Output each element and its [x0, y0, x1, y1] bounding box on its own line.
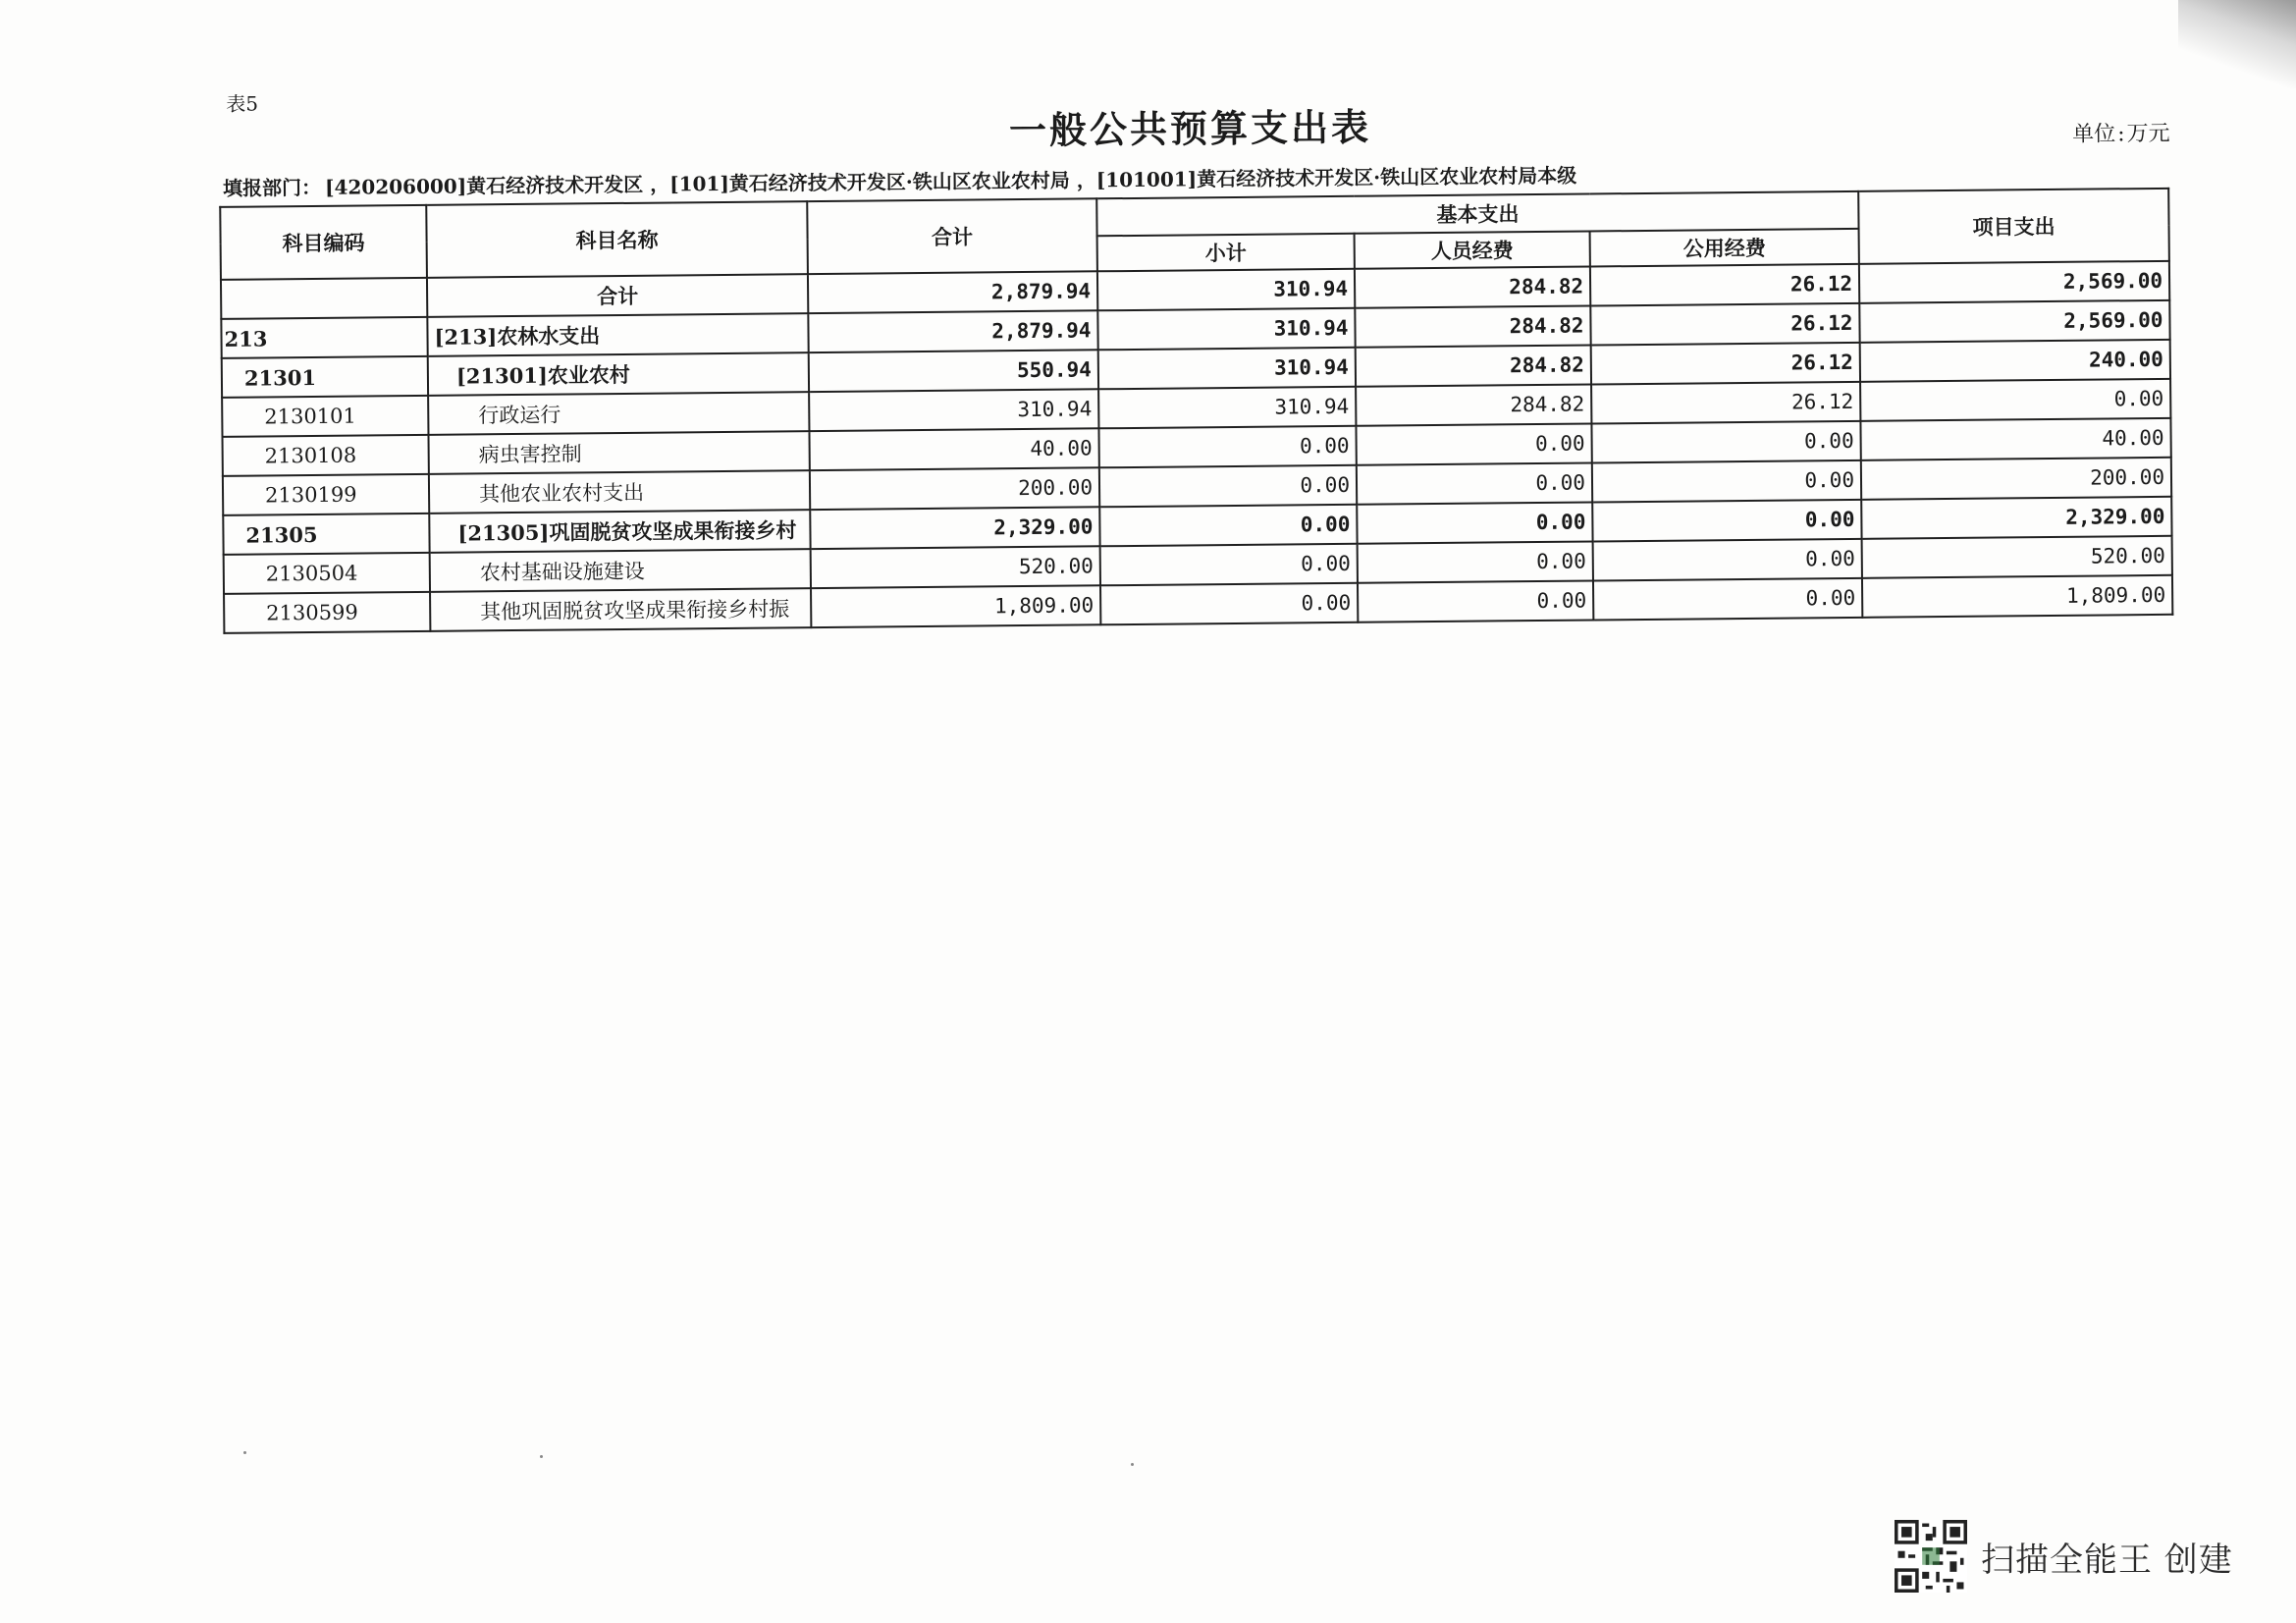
dept-label: 填报部门： — [222, 175, 322, 200]
cell-total: 40.00 — [809, 428, 1098, 470]
dept-value: [420206000]黄石经济技术开发区 ，[101]黄石经济技术开发区·铁山区农业农村局 ，[101001]黄石经济技术开发区·铁山区农业农村局本级 — [324, 163, 1577, 199]
cell-personnel: 284.82 — [1355, 266, 1590, 307]
cell-public: 0.00 — [1591, 421, 1860, 463]
cell-subtotal: 0.00 — [1099, 465, 1357, 508]
qr-code-icon — [1895, 1520, 1967, 1593]
cell-project: 240.00 — [1860, 340, 2170, 382]
cell-name: [21305]巩固脱贫攻坚成果衔接乡村 — [429, 510, 810, 553]
cell-personnel: 284.82 — [1355, 305, 1590, 347]
cell-code: 213 — [221, 317, 427, 358]
cell-total: 310.94 — [809, 389, 1098, 431]
cell-public: 0.00 — [1593, 578, 1862, 621]
page-edge-shadow — [2178, 0, 2296, 88]
header-basic: 基本支出 — [1096, 191, 1858, 236]
scan-speck — [1131, 1463, 1134, 1466]
cell-personnel: 284.82 — [1356, 345, 1591, 386]
cell-public: 26.12 — [1590, 264, 1859, 306]
cell-project: 40.00 — [1860, 418, 2170, 460]
cell-project: 520.00 — [1862, 536, 2172, 578]
cell-name: 行政运行 — [428, 392, 809, 435]
cell-name: [21301]农业农村 — [428, 352, 809, 396]
header-public: 公用经费 — [1590, 229, 1859, 267]
cell-name: 农村基础设施建设 — [430, 549, 811, 592]
cell-code: 21301 — [222, 356, 428, 398]
cell-total: 200.00 — [810, 467, 1099, 510]
cell-subtotal: 310.94 — [1098, 348, 1356, 390]
cell-code: 2130108 — [223, 435, 429, 476]
cell-public: 26.12 — [1590, 303, 1859, 346]
cell-subtotal: 0.00 — [1100, 544, 1358, 586]
cell-personnel: 0.00 — [1357, 462, 1592, 504]
cell-public: 26.12 — [1591, 382, 1860, 424]
cell-personnel: 0.00 — [1358, 541, 1593, 582]
cell-personnel: 0.00 — [1357, 502, 1592, 543]
cell-total: 2,879.94 — [808, 310, 1097, 352]
budget-table-body — [221, 261, 2172, 633]
cell-project: 0.00 — [1860, 379, 2170, 421]
header-project: 项目支出 — [1858, 189, 2169, 264]
cell-code: 2130199 — [223, 474, 429, 515]
cell-code: 2130504 — [224, 553, 430, 594]
scan-speck — [540, 1455, 543, 1458]
page-title: 一般公共预算支出表 — [1008, 104, 1372, 153]
header-personnel: 人员经费 — [1355, 231, 1590, 268]
cell-name: 病虫害控制 — [428, 431, 809, 474]
cell-total: 2,879.94 — [808, 271, 1097, 313]
cell-personnel: 0.00 — [1356, 423, 1591, 464]
cell-public: 0.00 — [1592, 460, 1861, 503]
cell-personnel: 0.00 — [1358, 580, 1593, 622]
cell-name: 其他巩固脱贫攻坚成果衔接乡村振 — [430, 588, 811, 631]
cell-name: 其他农业农村支出 — [429, 470, 810, 514]
scan-speck — [243, 1451, 246, 1454]
cell-public: 0.00 — [1592, 500, 1861, 542]
cell-project: 2,329.00 — [1861, 497, 2171, 539]
cell-name: [213]农林水支出 — [427, 313, 808, 356]
table-number: 表5 — [226, 91, 259, 116]
cell-subtotal: 0.00 — [1098, 426, 1356, 468]
cell-public: 26.12 — [1591, 343, 1860, 385]
cell-project: 200.00 — [1861, 458, 2171, 500]
cell-total: 520.00 — [811, 546, 1100, 588]
header-subtotal: 小计 — [1097, 234, 1355, 272]
cell-project: 1,809.00 — [1862, 575, 2172, 618]
cell-total: 1,809.00 — [811, 585, 1100, 627]
unit-note: 单位:万元 — [2072, 121, 2170, 147]
header-name: 科目名称 — [426, 201, 808, 278]
cell-project: 2,569.00 — [1859, 300, 2169, 343]
cell-subtotal: 310.94 — [1097, 308, 1355, 351]
cell-name: 合计 — [427, 274, 808, 317]
cell-code: 2130599 — [224, 592, 430, 633]
scanner-watermark — [1895, 1520, 2233, 1593]
budget-table — [219, 188, 2173, 634]
cell-total: 2,329.00 — [810, 507, 1099, 549]
watermark-text: 扫描全能王 创建 — [1981, 1540, 2233, 1580]
document-sheet — [208, 60, 2177, 668]
cell-total: 550.94 — [809, 350, 1098, 392]
cell-subtotal: 310.94 — [1098, 387, 1356, 429]
unit-value: 万元 — [2126, 121, 2170, 147]
unit-label: 单位 — [2072, 122, 2116, 147]
cell-subtotal: 0.00 — [1099, 505, 1357, 547]
header-code: 科目编码 — [220, 205, 427, 280]
cell-subtotal: 0.00 — [1100, 583, 1358, 625]
cell-subtotal: 310.94 — [1097, 269, 1355, 311]
cell-code: 2130101 — [222, 396, 428, 437]
cell-code — [221, 278, 427, 319]
header-total: 合计 — [807, 198, 1097, 274]
cell-project: 2,569.00 — [1859, 261, 2169, 303]
cell-code: 21305 — [223, 514, 429, 555]
cell-personnel: 284.82 — [1356, 384, 1591, 425]
cell-public: 0.00 — [1593, 539, 1862, 581]
